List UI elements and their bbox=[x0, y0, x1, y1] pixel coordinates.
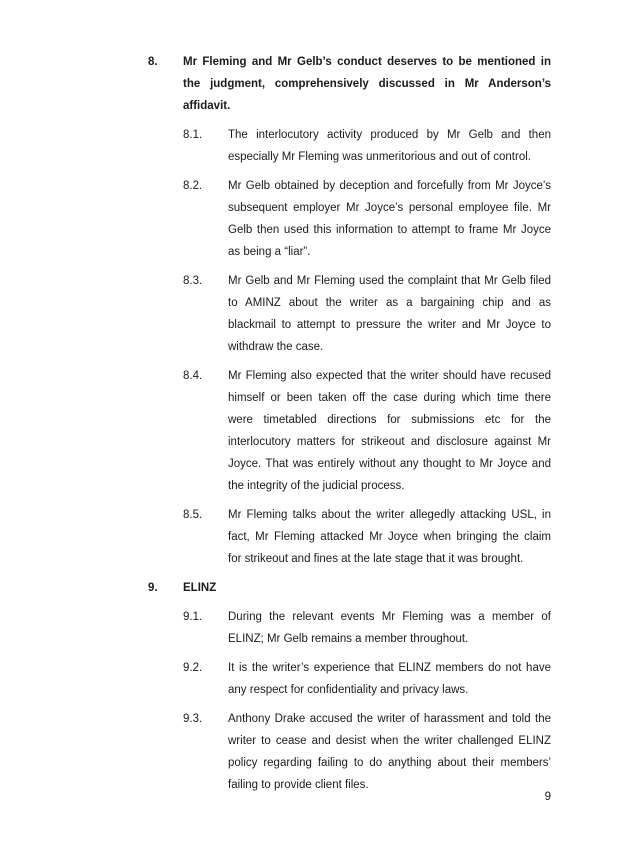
paragraph-number: 8.5. bbox=[183, 509, 203, 521]
paragraph-body bbox=[228, 657, 551, 701]
paragraph-line: ELINZ bbox=[183, 582, 217, 594]
paragraph-9 bbox=[148, 577, 551, 599]
paragraph-line: Mr Gelb and Mr Fleming used the complaint that Mr Gelb filed bbox=[228, 275, 551, 287]
paragraph-8-4 bbox=[183, 365, 551, 497]
paragraph-line: for strikeout and fines at the late stage that it was brought. bbox=[228, 553, 524, 565]
paragraph-line: to AMINZ about the writer as a bargaining chip and as bbox=[228, 297, 551, 309]
paragraph-number: 9. bbox=[148, 582, 158, 594]
paragraph-line: withdraw the case. bbox=[228, 341, 324, 353]
page-number: 9 bbox=[544, 791, 551, 803]
paragraph-line: It is the writer’s experience that ELINZ members do not have bbox=[228, 662, 551, 674]
paragraph-body bbox=[228, 606, 551, 650]
paragraph-line: Mr Fleming also expected that the writer should have recused bbox=[228, 370, 551, 382]
paragraph-line: ELINZ; Mr Gelb remains a member throughout. bbox=[228, 633, 469, 645]
paragraph-8-5 bbox=[183, 504, 551, 570]
paragraph-number: 9.1. bbox=[183, 611, 203, 623]
paragraph-number: 8.1. bbox=[183, 129, 203, 141]
paragraph-body bbox=[183, 577, 551, 599]
paragraph-line: Gelb then used this information to attempt to frame Mr Joyce bbox=[228, 224, 551, 236]
paragraph-body bbox=[228, 175, 551, 263]
paragraph-line: any respect for confidentiality and privacy laws. bbox=[228, 684, 469, 696]
paragraph-number: 8. bbox=[148, 56, 158, 68]
paragraph-line: During the relevant events Mr Fleming was a member of bbox=[228, 611, 551, 623]
paragraph-line: interlocutory matters for strikeout and disclosure against Mr bbox=[228, 436, 551, 448]
paragraph-line: The interlocutory activity produced by Mr Gelb and then bbox=[228, 129, 551, 141]
paragraph-body bbox=[228, 124, 551, 168]
paragraph-8-1 bbox=[183, 124, 551, 168]
paragraph-body bbox=[228, 365, 551, 497]
paragraph-9-1 bbox=[183, 606, 551, 650]
paragraph-line: writer to cease and desist when the writer challenged ELINZ bbox=[228, 735, 551, 747]
paragraph-line: Mr Gelb obtained by deception and forcefully from Mr Joyce’s bbox=[228, 180, 551, 192]
paragraph-line: subsequent employer Mr Joyce’s personal employee file. Mr bbox=[228, 202, 551, 214]
paragraph-list bbox=[148, 51, 551, 803]
paragraph-body bbox=[183, 51, 551, 117]
paragraph-line: affidavit. bbox=[183, 100, 231, 112]
paragraph-number: 9.3. bbox=[183, 713, 203, 725]
paragraph-line: himself or been taken off the case during which time there bbox=[228, 392, 551, 404]
paragraph-body bbox=[228, 270, 551, 358]
paragraph-number: 8.3. bbox=[183, 275, 203, 287]
paragraph-line: Anthony Drake accused the writer of harassment and told the bbox=[228, 713, 551, 725]
paragraph-line: fact, Mr Fleming attacked Mr Joyce when bringing the claim bbox=[228, 531, 551, 543]
paragraph-line: policy regarding failing to do anything about their members’ bbox=[228, 757, 551, 769]
paragraph-number: 8.4. bbox=[183, 370, 203, 382]
paragraph-line: the judgment, comprehensively discussed in Mr Anderson’s bbox=[183, 78, 551, 90]
paragraph-body bbox=[228, 708, 551, 796]
paragraph-body bbox=[228, 504, 551, 570]
paragraph-line: Mr Fleming talks about the writer allegedly attacking USL, in bbox=[228, 509, 551, 521]
paragraph-9-2 bbox=[183, 657, 551, 701]
paragraph-line: the integrity of the judicial process. bbox=[228, 480, 405, 492]
paragraph-9-3 bbox=[183, 708, 551, 796]
paragraph-line: especially Mr Fleming was unmeritorious and out of control. bbox=[228, 151, 531, 163]
paragraph-8 bbox=[148, 51, 551, 117]
paragraph-line: Mr Fleming and Mr Gelb’s conduct deserves to be mentioned in bbox=[183, 56, 551, 68]
paragraph-line: failing to provide client files. bbox=[228, 779, 369, 791]
paragraph-line: blackmail to attempt to pressure the writer and Mr Joyce to bbox=[228, 319, 551, 331]
paragraph-8-3 bbox=[183, 270, 551, 358]
paragraph-8-2 bbox=[183, 175, 551, 263]
paragraph-number: 8.2. bbox=[183, 180, 203, 192]
paragraph-line: were timetabled directions for submissions etc for the bbox=[228, 414, 551, 426]
paragraph-line: as being a “liar”. bbox=[228, 246, 311, 258]
paragraph-line: Joyce. That was entirely without any thought to Mr Joyce and bbox=[228, 458, 551, 470]
paragraph-number: 9.2. bbox=[183, 662, 203, 674]
